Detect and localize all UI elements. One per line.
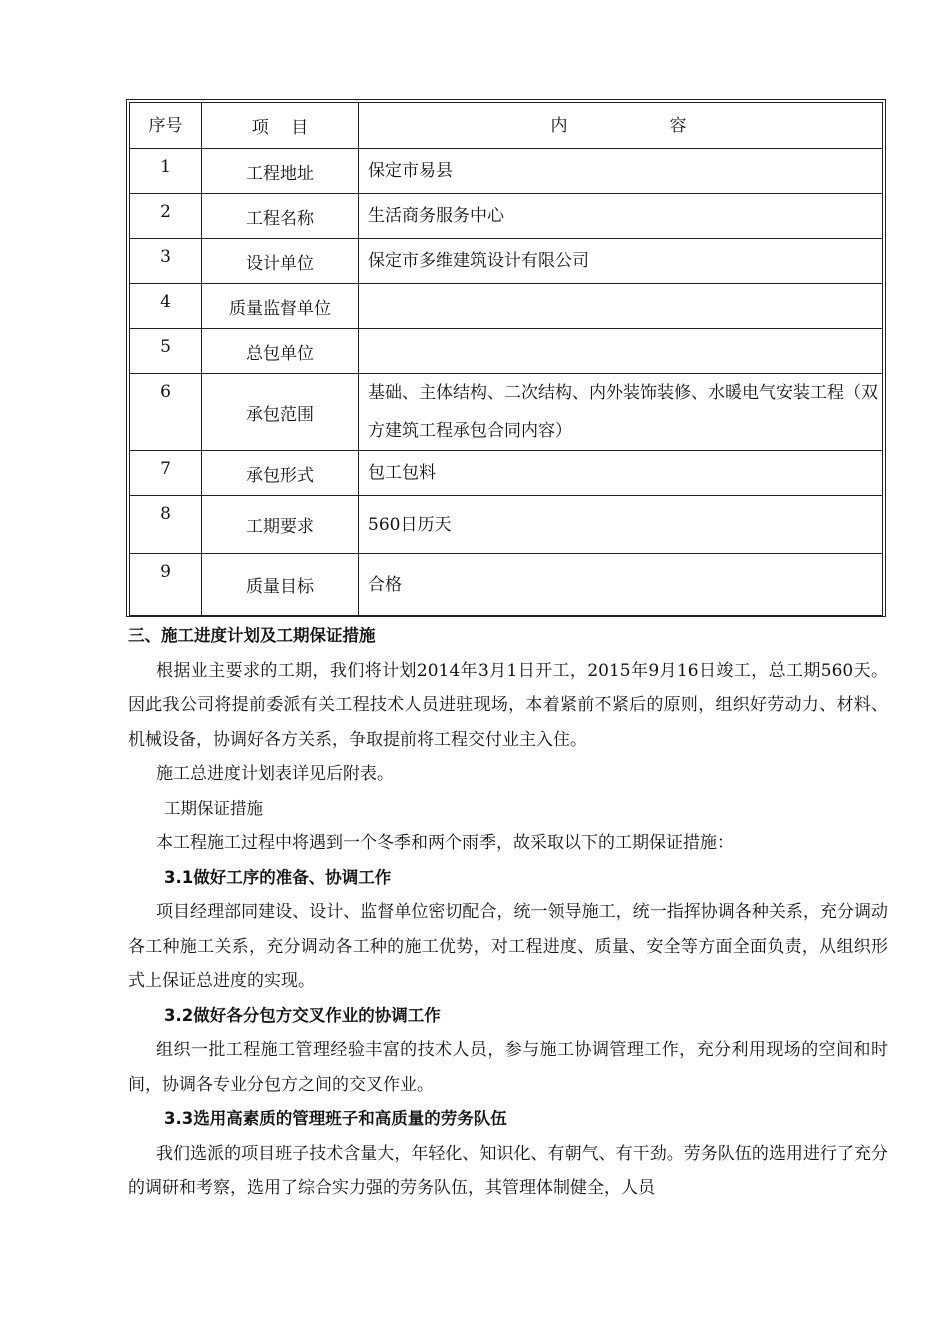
row-item: 工程名称 (202, 194, 359, 239)
project-info-table (129, 102, 883, 616)
row-content: 合格 (359, 554, 883, 616)
row-no: 8 (130, 496, 202, 554)
heading-3-1: 3.1做好工序的准备、协调工作 (164, 867, 392, 887)
row-content (359, 329, 883, 374)
table-header-row (130, 103, 883, 149)
row-item: 质量监督单位 (202, 284, 359, 329)
row-content: 560日历天 (359, 496, 883, 554)
row-no: 4 (130, 284, 202, 329)
heading-3-2: 3.2做好各分包方交叉作业的协调工作 (164, 1005, 441, 1025)
row-no: 1 (130, 149, 202, 194)
table-row (130, 451, 883, 496)
row-content: 包工包料 (359, 451, 883, 496)
paragraph-3-1: 项目经理部同建设、设计、监督单位密切配合，统一领导施工，统一指挥协调各种关系，充分调动各工种施工关系，充分调动各工种的施工优势，对工程进度、质量、安全等方面全面负责，从组织形式上保证总进度的实现。 (128, 902, 888, 991)
row-item: 总包单位 (202, 329, 359, 374)
paragraph-3-2: 组织一批工程施工管理经验丰富的技术人员，参与施工协调管理工作，充分利用现场的空间和时间，协调各专业分包方之间的交叉作业。 (128, 1040, 888, 1095)
row-no: 5 (130, 329, 202, 374)
row-item: 承包范围 (202, 374, 359, 451)
project-info-table-frame (126, 99, 886, 617)
header-no: 序号 (130, 103, 202, 149)
row-item: 工程地址 (202, 149, 359, 194)
table-row (130, 239, 883, 284)
row-item: 质量目标 (202, 554, 359, 616)
paragraph-schedule-table: 施工总进度计划表详见后附表。 (156, 764, 394, 784)
row-no: 6 (130, 374, 202, 451)
section-title: 三、施工进度计划及工期保证措施 (128, 626, 376, 645)
paragraph-measures-intro: 本工程施工过程中将遇到一个冬季和两个雨季，故采取以下的工期保证措施： (156, 833, 734, 853)
paragraph-schedule: 根据业主要求的工期，我们将计划2014年3月1日开工，2015年9月16日竣工，总工期560天。因此我公司将提前委派有关工程技术人员进驻现场，本着紧前不紧后的原则，组织好劳动力、材料、机械设备，协调好各方关系，争取提前将工程交付业主入住。 (128, 660, 888, 750)
row-content (359, 284, 883, 329)
row-item: 承包形式 (202, 451, 359, 496)
table-row (130, 149, 883, 194)
table-row (130, 554, 883, 616)
row-content: 保定市易县 (359, 149, 883, 194)
header-content: 内 容 (359, 103, 883, 149)
table-row (130, 329, 883, 374)
row-no: 7 (130, 451, 202, 496)
table-row (130, 374, 883, 451)
table-row (130, 284, 883, 329)
row-no: 9 (130, 554, 202, 616)
table-row (130, 496, 883, 554)
header-item: 项 目 (202, 103, 359, 149)
row-content: 生活商务服务中心 (359, 194, 883, 239)
row-content: 保定市多维建筑设计有限公司 (359, 239, 883, 284)
section-3-body (128, 619, 888, 1206)
heading-3-3: 3.3选用高素质的管理班子和高质量的劳务队伍 (164, 1109, 507, 1128)
row-item: 工期要求 (202, 496, 359, 554)
row-item: 设计单位 (202, 239, 359, 284)
subsection-title: 工期保证措施 (164, 798, 263, 818)
paragraph-3-3: 我们选派的项目班子技术含量大，年轻化、知识化、有朝气、有干劲。劳务队伍的选用进行了充分的调研和考察，选用了综合实力强的劳务队伍，其管理体制健全，人员 (128, 1143, 888, 1198)
row-no: 2 (130, 194, 202, 239)
row-content: 基础、主体结构、二次结构、内外装饰装修、水暖电气安装工程（双方建筑工程承包合同内容） (359, 374, 883, 451)
table-row (130, 194, 883, 239)
row-no: 3 (130, 239, 202, 284)
